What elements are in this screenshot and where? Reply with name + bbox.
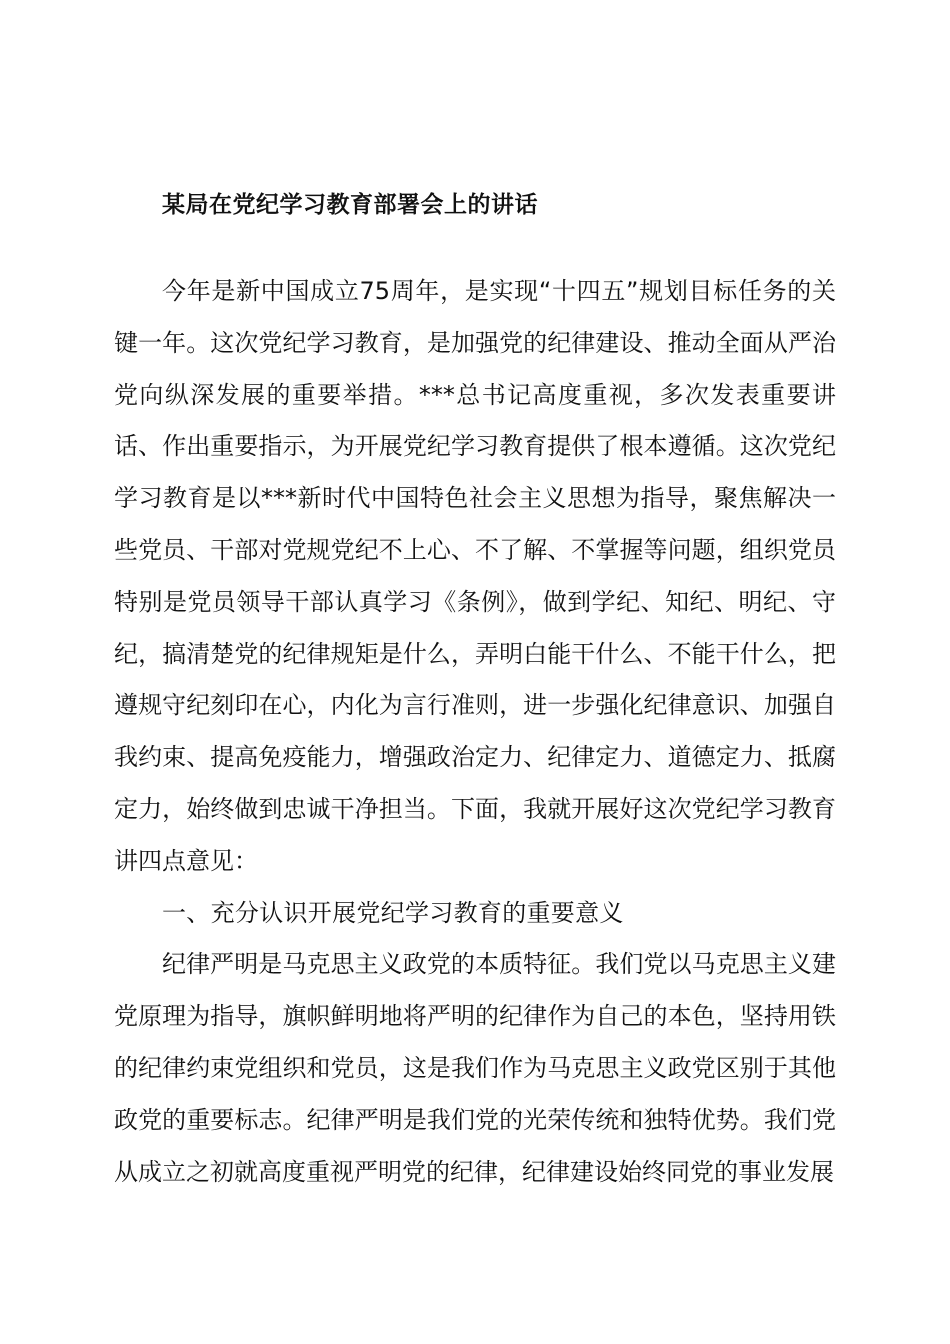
section-heading-1: 一、充分认识开展党纪学习教育的重要意义 [162, 898, 624, 927]
document-title: 某局在党纪学习教育部署会上的讲话 [162, 192, 538, 218]
paragraph-intro: 今年是新中国成立75周年，是实现“十四五”规划目标任务的关键一年。这次党纪学习教育，是加强党的纪律建设、推动全面从严治党向纵深发展的重要举措。***总书记高度重视，多次发表重要讲话、作出重要指示，为开展党纪学习教育提供了根本遵循。这次党纪学习教育是以***新时代中国特色社会主义思想为指导，聚焦解决一些党员、干部对党规党纪不上心、不了解、不掌握等问题，组织党员特别是党员领导干部认真学习《条例》，做到学纪、知纪、明纪、守纪，搞清楚党的纪律规矩是什么，弄明白能干什么、不能干什么，把遵规守纪刻印在心，内化为言行准则，进一步强化纪律意识、加强自我约束、提高免疫能力，增强政治定力、纪律定力、道德定力、抵腐定力，始终做到忠诚干净担当。下面，我就开展好这次党纪学习教育讲四点意见： [114, 277, 836, 875]
paragraph-section-1: 纪律严明是马克思主义政党的本质特征。我们党以马克思主义建党原理为指导，旗帜鲜明地将严明的纪律作为自己的本色，坚持用铁的纪律约束党组织和党员，这是我们作为马克思主义政党区别于其他政党的重要标志。纪律严明是我们党的光荣传统和独特优势。我们党从成立之初就高度重视严明党的纪律，纪律建设始终同党的事业发展 [114, 950, 836, 1186]
document-body [114, 266, 836, 1198]
